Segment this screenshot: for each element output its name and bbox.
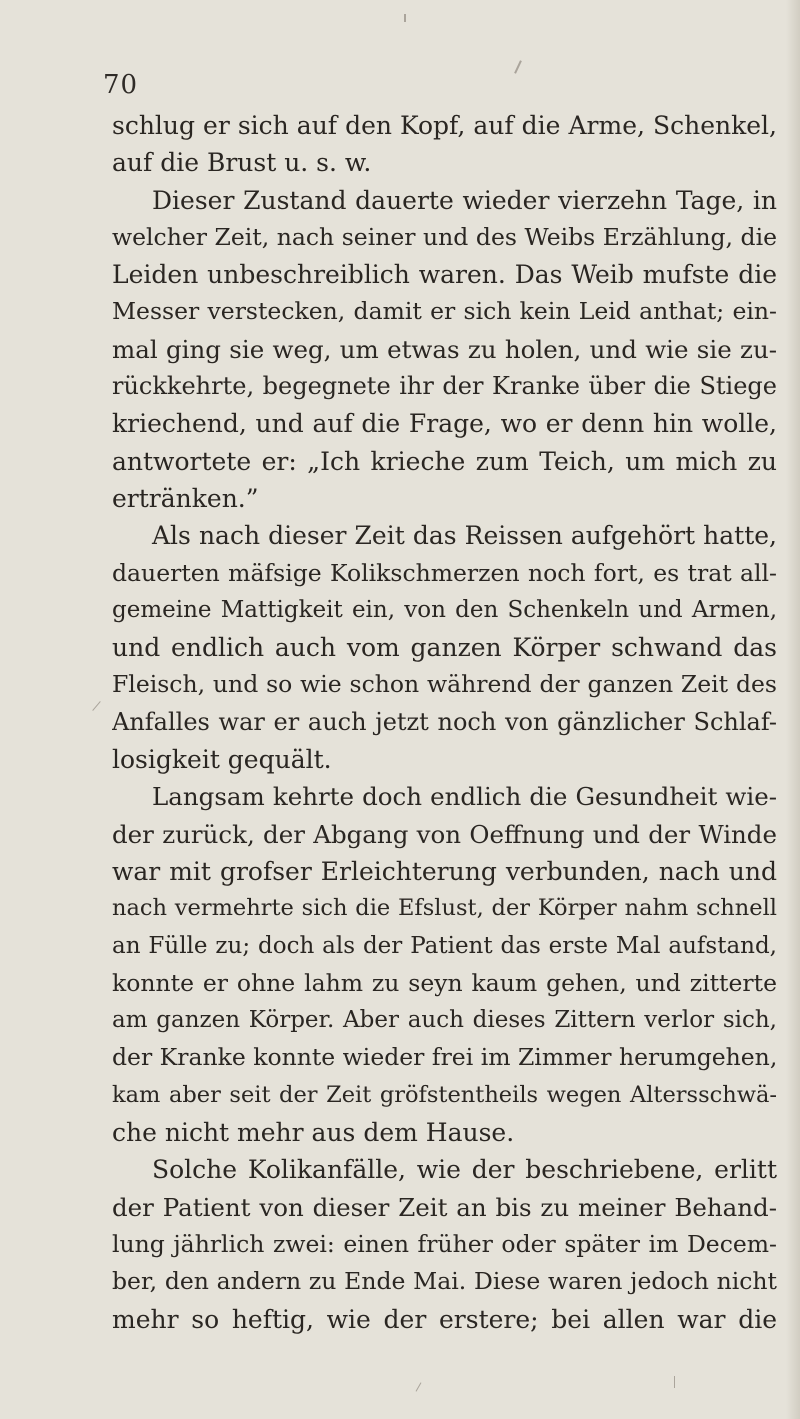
text-line: antwortete er: „Ich krieche zum Teich, um mich zu <box>112 446 777 476</box>
text-line: ertränken.” <box>112 483 259 513</box>
page-number: 70 <box>103 70 139 100</box>
paper-speck <box>92 701 100 711</box>
text-line: Langsam kehrte doch endlich die Gesundheit wie- <box>152 782 777 812</box>
paper-speck <box>416 1382 422 1391</box>
text-line: lung jährlich zwei: einen früher oder später im Decem- <box>112 1229 777 1258</box>
text-line: der Patient von dieser Zeit an bis zu meiner Behand- <box>112 1192 777 1222</box>
text-line: auf die Brust u. s. w. <box>112 148 372 178</box>
text-line: Messer verstecken, damit er sich kein Leid anthat; ein- <box>112 297 777 326</box>
text-line: rückkehrte, begegnete ihr der Kranke über die Stiege <box>112 372 777 401</box>
page-edge-shadow <box>786 0 800 1419</box>
text-line: Leiden unbeschreiblich waren. Das Weib mufste die <box>112 260 777 290</box>
text-line: losigkeit gequält. <box>112 745 332 775</box>
text-line: welcher Zeit, nach seiner und des Weibs Erzählung, die <box>112 222 777 251</box>
text-line: an Fülle zu; doch als der Patient das erste Mal aufstand, <box>112 932 777 959</box>
text-line: der Kranke konnte wieder frei im Zimmer herumgehen, <box>112 1043 777 1072</box>
text-line: konnte er ohne lahm zu seyn kaum gehen, und zitterte <box>112 968 777 997</box>
text-line: und endlich auch vom ganzen Körper schwand das <box>112 633 777 663</box>
paper-speck <box>674 1376 675 1388</box>
text-line: mal ging sie weg, um etwas zu holen, und wie sie zu- <box>112 334 777 364</box>
text-line: der zurück, der Abgang von Oeffnung und der Winde <box>112 819 777 849</box>
body-text <box>112 107 777 1338</box>
paper-speck <box>404 14 406 22</box>
paper-speck <box>514 60 522 74</box>
text-line: am ganzen Körper. Aber auch dieses Zittern verlor sich, <box>112 1007 777 1034</box>
text-line: Als nach dieser Zeit das Reissen aufgehört hatte, <box>152 521 777 551</box>
text-line: Dieser Zustand dauerte wieder vierzehn Tage, in <box>152 185 777 215</box>
text-line: nach vermehrte sich die Efslust, der Körper nahm schnell <box>112 895 777 922</box>
text-line: kam aber seit der Zeit gröfstentheils wegen Altersschwä- <box>112 1081 777 1108</box>
text-line: ber, den andern zu Ende Mai. Diese waren jedoch nicht <box>112 1267 777 1296</box>
text-line: kriechend, und auf die Frage, wo er denn hin wolle, <box>112 409 777 439</box>
text-line: mehr so heftig, wie der erstere; bei allen war die <box>112 1304 777 1334</box>
text-line: gemeine Mattigkeit ein, von den Schenkeln und Armen, <box>112 596 777 623</box>
text-line: war mit grofser Erleichterung verbunden, nach und <box>112 856 777 886</box>
text-line: dauerten mäfsige Kolikschmerzen noch fort, es trat all- <box>112 558 777 587</box>
text-line: Fleisch, und so wie schon während der ganzen Zeit des <box>112 670 777 699</box>
text-line: che nicht mehr aus dem Hause. <box>112 1118 515 1148</box>
text-line: Anfalles war er auch jetzt noch von gänzlicher Schlaf- <box>112 707 777 736</box>
text-line: Solche Kolikanfälle, wie der beschriebene, erlitt <box>152 1155 777 1185</box>
text-line: schlug er sich auf den Kopf, auf die Arme, Schenkel, <box>112 111 777 140</box>
